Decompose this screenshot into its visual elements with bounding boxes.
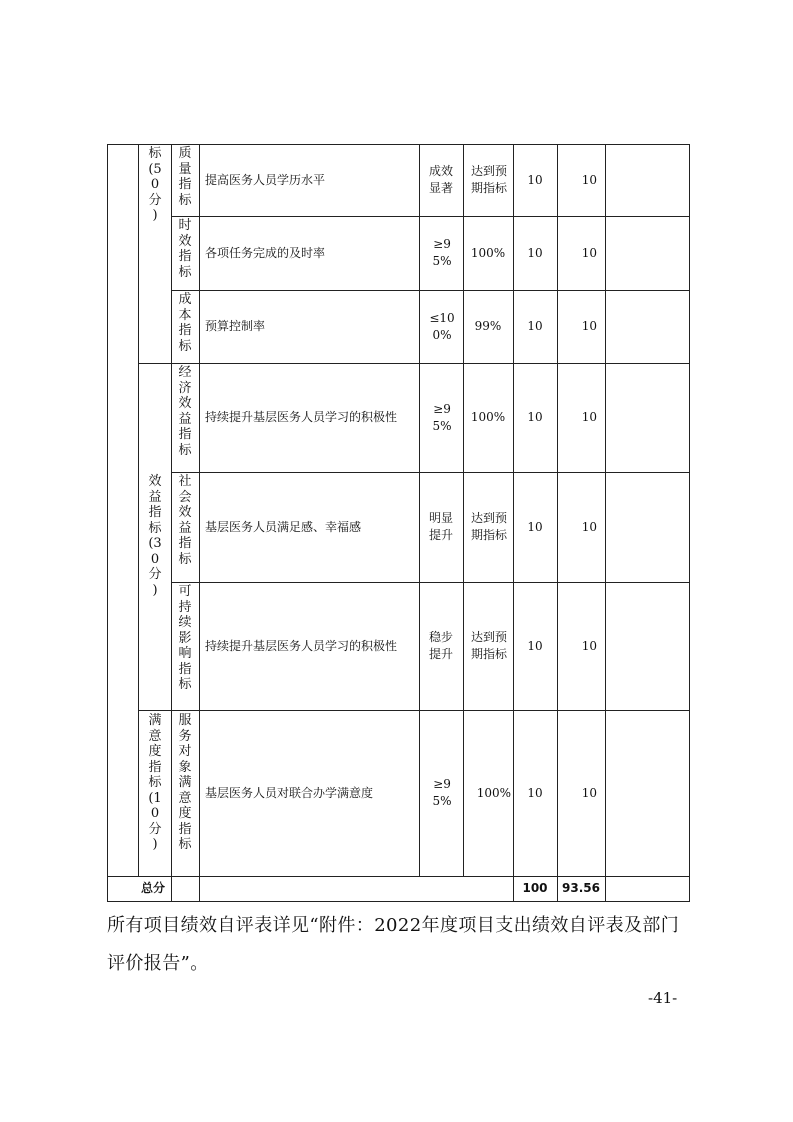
weight-cell: 10 (527, 245, 543, 260)
weight-cell: 10 (527, 319, 543, 333)
actual-cell: 100% (470, 410, 506, 424)
table-border-left (107, 144, 108, 901)
score-cell: 10 (581, 245, 597, 260)
weight-cell: 10 (527, 638, 543, 653)
score-cell: 10 (581, 319, 597, 333)
table-line (171, 144, 172, 901)
actual-cell: 100% (470, 245, 506, 260)
page-number: -41- (648, 989, 678, 1007)
subcategory-cell: 成本指标 (178, 292, 192, 354)
category-output-tail: 标 (5 0 分 ) (148, 146, 162, 223)
target-cell: 稳步提升 (428, 630, 453, 661)
score-cell: 10 (581, 172, 597, 187)
category-satisfaction: 满 意 度 指 标 (1 0 分 ) (148, 713, 162, 852)
target-cell: 成效显著 (428, 164, 453, 195)
indicator-cell: 预算控制率 (205, 319, 266, 333)
subcategory-cell: 社会效益指标 (178, 474, 192, 567)
table-border-bottom (107, 901, 690, 902)
table-line (419, 144, 420, 876)
actual-cell: 100% (476, 785, 511, 800)
indicator-cell: 提高医务人员学历水平 (205, 172, 326, 187)
target-cell: ≤100% (429, 310, 455, 342)
score-cell: 10 (581, 410, 597, 424)
target-cell: ≥95% (432, 777, 452, 808)
indicator-cell: 基层医务人员满足感、幸福感 (205, 519, 362, 534)
subcategory-cell: 时效指标 (178, 218, 192, 280)
weight-cell: 10 (527, 172, 543, 187)
score-cell: 10 (581, 638, 597, 653)
weight-cell: 10 (527, 410, 543, 424)
actual-cell: 达到预期指标 (471, 511, 508, 542)
indicator-cell: 持续提升基层医务人员学习的积极性 (205, 638, 398, 653)
table-border-right (689, 144, 690, 901)
indicator-cell: 各项任务完成的及时率 (205, 245, 326, 260)
performance-table (107, 144, 690, 901)
indicator-cell: 持续提升基层医务人员学习的积极性 (205, 410, 398, 424)
table-line (138, 144, 139, 876)
target-cell: ≥95% (432, 401, 452, 433)
actual-cell: 达到预期指标 (471, 164, 508, 195)
target-cell: ≥95% (432, 237, 452, 268)
subcategory-cell: 服务对象满意度指标 (178, 713, 192, 852)
indicator-cell: 基层医务人员对联合办学满意度 (205, 785, 374, 800)
subcategory-cell: 可持续影响指标 (178, 584, 192, 692)
target-cell: 明显提升 (428, 511, 453, 542)
weight-cell: 10 (527, 519, 543, 534)
weight-cell: 10 (527, 785, 543, 800)
total-weight: 100 (522, 881, 548, 895)
actual-cell: 99% (474, 319, 502, 333)
attachment-note: 所有项目绩效自评表详见“附件：2022年度项目支出绩效自评表及部门评价报告”。 (107, 915, 680, 974)
subcategory-cell: 经济效益指标 (178, 365, 192, 458)
table-line (605, 144, 606, 901)
total-label: 总分 (140, 881, 165, 895)
subcategory-cell: 质量指标 (178, 146, 192, 208)
actual-cell: 达到预期指标 (471, 630, 508, 661)
total-score: 93.56 (562, 881, 600, 895)
score-cell: 10 (581, 519, 597, 534)
category-benefit: 效 益 指 标 (3 0 分 ) (148, 474, 162, 598)
score-cell: 10 (581, 785, 597, 800)
